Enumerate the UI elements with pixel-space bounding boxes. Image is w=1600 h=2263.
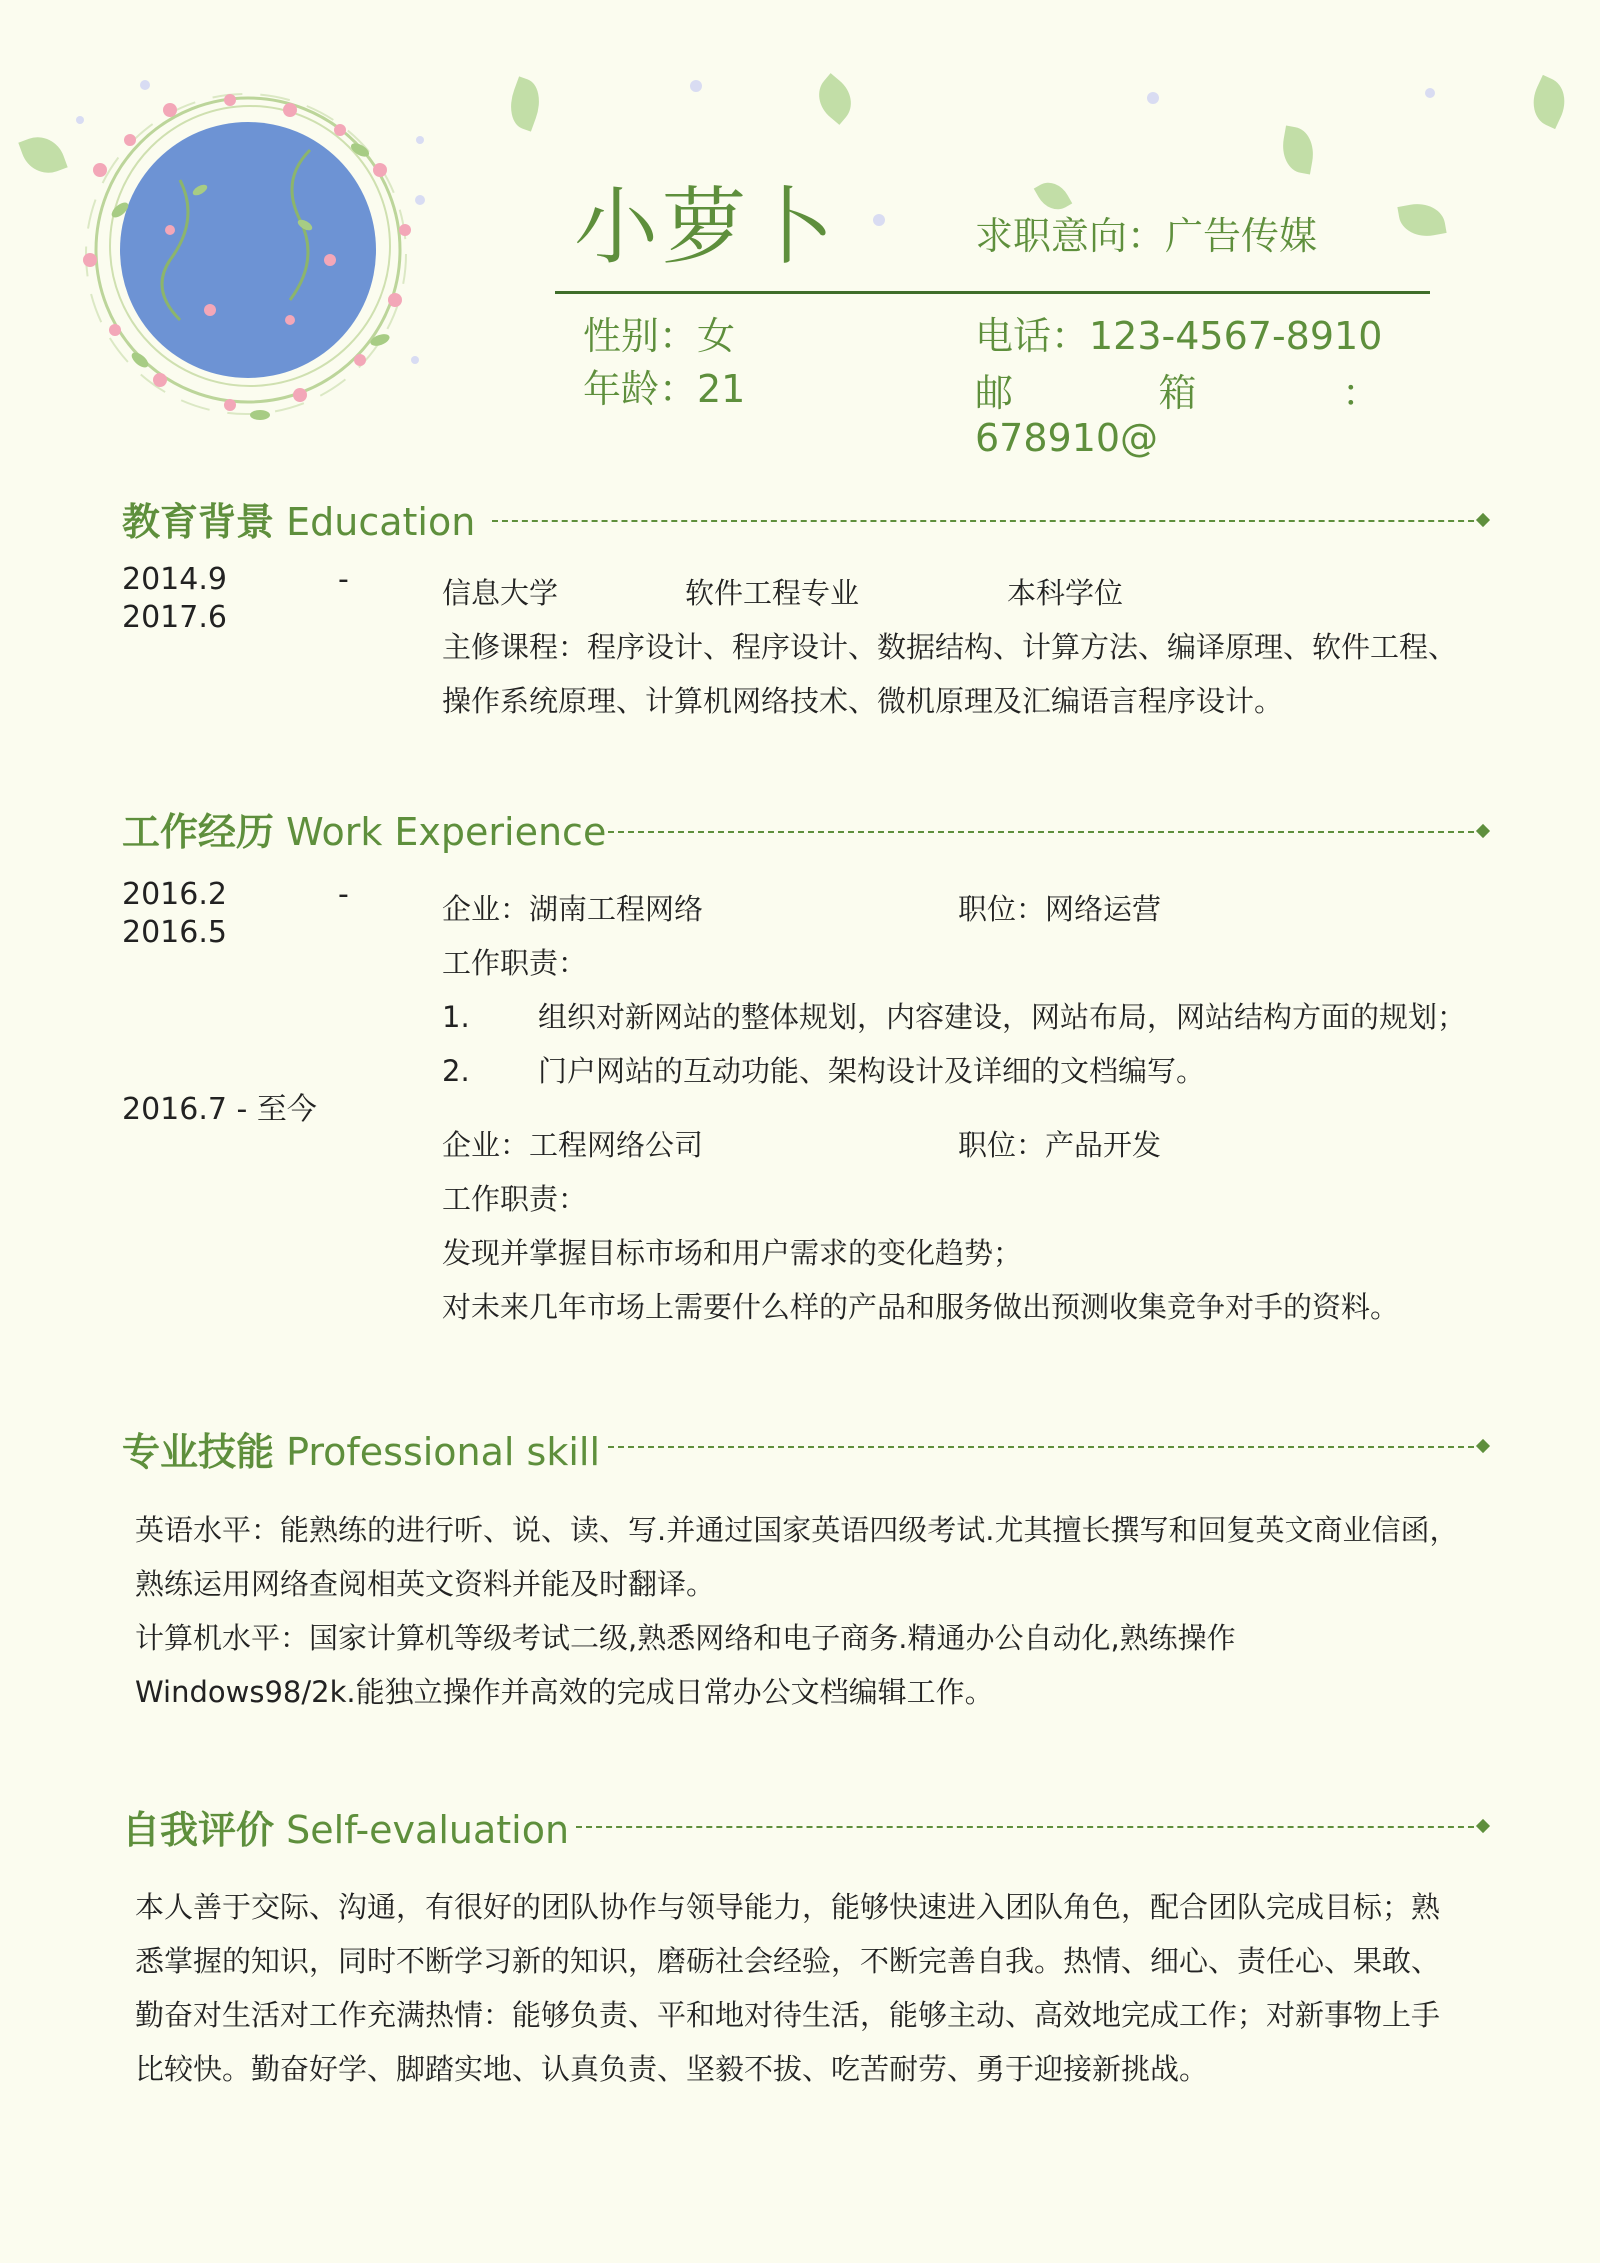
skill-line: Windows98/2k.能独立操作并高效的完成日常办公文档编辑工作。 [135,1675,994,1709]
self-eval-line: 勤奋对生活对工作充满热情：能够负责、平和地对待生活，能够主动、高效地完成工作；对新事物上手 [135,1998,1441,2032]
leaf-decoration [1524,75,1573,129]
dot-decoration [1425,88,1435,98]
section-title-cn: 自我评价 [122,1808,275,1852]
self-eval-line: 悉掌握的知识，同时不断学习新的知识，磨砺社会经验，不断完善自我。热情、细心、责任心、果敢、 [135,1944,1441,1978]
job-duty-number: 2. [442,1054,470,1088]
job-intent: 求职意向：广告传媒 [975,214,1318,258]
job-duty-label: 工作职责： [442,946,588,980]
skill-line: 计算机水平：国家计算机等级考试二级,熟悉网络和电子商务.精通办公自动化,熟练操作 [135,1621,1236,1655]
section-title-education [122,491,475,546]
section-divider [492,520,1484,522]
floral-wreath-icon [60,60,440,440]
section-title-cn: 工作经历 [122,810,275,854]
dot-decoration [690,80,702,92]
section-title-work [122,801,606,856]
email-label [975,362,1380,417]
header-divider [555,291,1430,294]
gender: 性别：女 [583,314,736,358]
skill-line: 熟练运用网络查阅相英文资料并能及时翻译。 [135,1567,716,1601]
edu-courses: 操作系统原理、计算机网络技术、微机原理及汇编语言程序设计。 [442,684,1284,718]
diamond-icon [1476,1439,1490,1453]
email-label-part: ： [1341,371,1380,415]
dot-decoration [873,214,885,226]
skill-line: 英语水平：能熟练的进行听、说、读、写.并通过国家英语四级考试.尤其擅长撰写和回复英文商业信函， [135,1513,1459,1547]
job-position: 职位：产品开发 [958,1128,1162,1162]
self-eval-line: 比较快。勤奋好学、脚踏实地、认真负责、坚毅不拔、吃苦耐劳、勇于迎接新挑战。 [135,2052,1209,2086]
dot-decoration [1147,92,1159,104]
job-date-start: 2016.2 [122,877,227,912]
email-label-part: 邮 [975,371,1014,415]
edu-major: 软件工程专业 [685,576,860,610]
edu-degree: 本科学位 [1007,576,1124,610]
section-title-en: Self-evaluation [286,1808,570,1852]
self-eval-line: 本人善于交际、沟通，有很好的团队协作与领导能力，能够快速进入团队角色，配合团队完成目标；熟 [135,1890,1441,1924]
section-title-en: Professional skill [286,1430,601,1474]
section-divider [608,1446,1484,1448]
section-title-en: Work Experience [286,810,607,854]
section-divider [576,1826,1484,1828]
edu-date-sep: - [338,562,349,597]
leaf-decoration [1278,126,1317,175]
phone: 电话：123-4567-8910 [975,314,1383,358]
section-divider [608,831,1484,833]
edu-date-end: 2017.6 [122,600,227,635]
job-date-sep: - [338,877,349,912]
job-duty: 对未来几年市场上需要什么样的产品和服务做出预测收集竞争对手的资料。 [442,1290,1400,1324]
age: 年龄：21 [583,367,746,411]
job-company: 企业：湖南工程网络 [442,892,704,926]
diamond-icon [1476,513,1490,527]
section-title-skills [122,1421,600,1476]
section-title-self-eval [122,1799,569,1854]
edu-courses: 主修课程：程序设计、程序设计、数据结构、计算方法、编译原理、软件工程、 [442,630,1458,664]
job-duty: 发现并掌握目标市场和用户需求的变化趋势； [442,1236,1023,1270]
leaf-decoration [809,73,861,125]
diamond-icon [1476,1819,1490,1833]
candidate-name: 小萝卜 [574,178,839,276]
section-title-en: Education [286,500,476,544]
email [975,362,1385,460]
job-duty-label: 工作职责： [442,1182,588,1216]
leaf-decoration [1397,199,1446,240]
job-duty: 门户网站的互动功能、架构设计及详细的文档编写。 [538,1054,1206,1088]
diamond-icon [1476,824,1490,838]
section-title-cn: 专业技能 [122,1430,275,1474]
email-label-part: 箱 [1158,371,1197,415]
job-duty-number: 1. [442,1000,470,1034]
job-duty: 组织对新网站的整体规划，内容建设，网站布局，网站结构方面的规划； [538,1000,1467,1034]
edu-school: 信息大学 [442,576,559,610]
job-position: 职位：网络运营 [958,892,1162,926]
leaf-decoration [503,76,548,131]
job-date-range: 2016.7 - 至今 [122,1092,317,1127]
email-value: 678910@ [975,416,1159,460]
job-company: 企业：工程网络公司 [442,1128,704,1162]
job-date-end: 2016.5 [122,915,227,950]
section-title-cn: 教育背景 [122,500,275,544]
edu-date-start: 2014.9 [122,562,227,597]
avatar [60,60,440,440]
